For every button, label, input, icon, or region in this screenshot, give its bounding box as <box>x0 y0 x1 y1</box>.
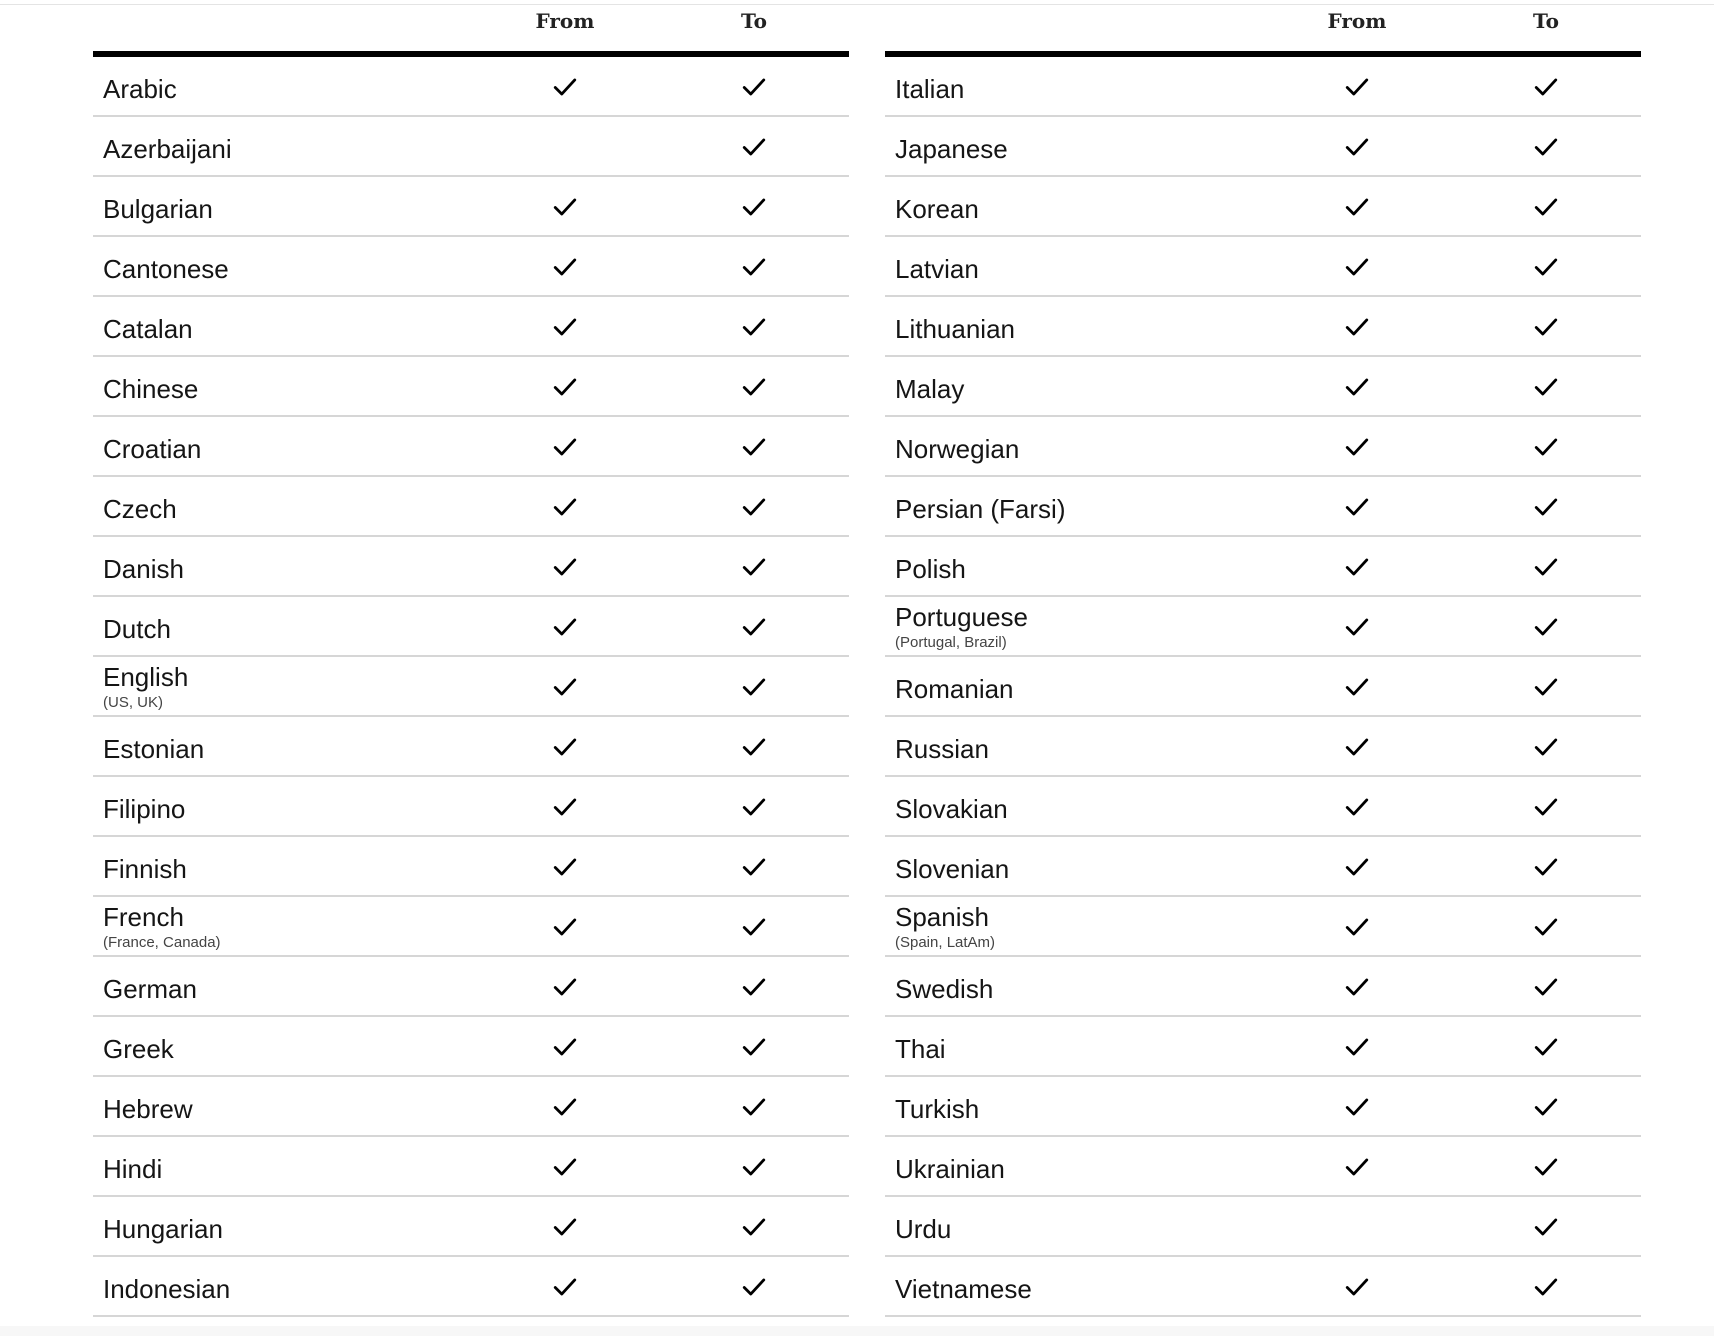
check-icon <box>1344 554 1370 580</box>
to-support-cell <box>1531 612 1561 642</box>
to-support-cell <box>739 972 769 1002</box>
language-name: Finnish <box>103 854 187 884</box>
from-support-cell <box>550 72 580 102</box>
language-name: Danish <box>103 554 184 584</box>
check-icon <box>1344 1094 1370 1120</box>
from-support-cell <box>550 672 580 702</box>
check-icon <box>1344 734 1370 760</box>
from-support-cell <box>1342 792 1372 822</box>
to-support-cell <box>1531 372 1561 402</box>
language-name: Dutch <box>103 614 171 644</box>
language-name: Czech <box>103 494 177 524</box>
check-icon <box>552 1274 578 1300</box>
check-icon <box>552 1094 578 1120</box>
check-icon <box>1344 794 1370 820</box>
table-row <box>885 417 1641 477</box>
to-support-cell <box>739 432 769 462</box>
from-support-cell <box>550 552 580 582</box>
from-support-cell <box>550 372 580 402</box>
language-name: Estonian <box>103 734 205 764</box>
table-row <box>93 1017 849 1077</box>
check-icon <box>741 254 767 280</box>
check-icon <box>552 374 578 400</box>
table-row <box>93 117 849 177</box>
check-icon <box>1533 314 1559 340</box>
bottom-edge <box>0 1326 1714 1336</box>
from-support-cell <box>1342 1152 1372 1182</box>
table-row <box>885 1197 1641 1257</box>
check-icon <box>1533 74 1559 100</box>
language-name: Croatian <box>103 434 202 464</box>
table-row <box>885 117 1641 177</box>
check-icon <box>1533 254 1559 280</box>
from-support-cell <box>1342 432 1372 462</box>
check-icon <box>552 74 578 100</box>
check-icon <box>1344 914 1370 940</box>
to-support-cell <box>1531 252 1561 282</box>
language-name: Greek <box>103 1034 174 1064</box>
to-support-cell <box>1531 1152 1561 1182</box>
from-support-cell <box>1342 492 1372 522</box>
language-name: Vietnamese <box>895 1274 1032 1304</box>
to-support-cell <box>1531 972 1561 1002</box>
from-support-cell <box>1342 132 1372 162</box>
language-table-left <box>93 0 849 1317</box>
from-support-cell <box>550 972 580 1002</box>
table-row <box>93 1137 849 1197</box>
from-support-cell <box>550 132 580 162</box>
check-icon <box>1344 614 1370 640</box>
check-icon <box>1533 494 1559 520</box>
to-support-cell <box>739 672 769 702</box>
language-name: Norwegian <box>895 434 1020 464</box>
table-row <box>93 357 849 417</box>
table-row <box>885 957 1641 1017</box>
from-support-cell <box>1342 1032 1372 1062</box>
table-row <box>93 297 849 357</box>
language-name: German <box>103 974 197 1004</box>
check-icon <box>1344 194 1370 220</box>
to-support-cell <box>1531 852 1561 882</box>
to-support-cell <box>1531 492 1561 522</box>
check-icon <box>741 854 767 880</box>
language-name: Malay <box>895 374 965 404</box>
language-name: Japanese <box>895 134 1008 164</box>
check-icon <box>1533 854 1559 880</box>
to-support-cell <box>739 1032 769 1062</box>
table-row <box>885 477 1641 537</box>
column-header-from: From <box>535 9 595 33</box>
language-name: Hungarian <box>103 1214 223 1244</box>
table-row <box>93 417 849 477</box>
from-support-cell <box>550 1212 580 1242</box>
check-icon <box>552 1214 578 1240</box>
to-support-cell <box>1531 192 1561 222</box>
language-name: Filipino <box>103 794 186 824</box>
to-support-cell <box>1531 72 1561 102</box>
check-icon <box>741 1274 767 1300</box>
to-support-cell <box>739 1092 769 1122</box>
language-name: Urdu <box>895 1214 952 1244</box>
table-row <box>885 1137 1641 1197</box>
check-icon <box>741 734 767 760</box>
check-icon <box>1344 134 1370 160</box>
check-icon <box>1533 614 1559 640</box>
to-support-cell <box>1531 552 1561 582</box>
from-support-cell <box>1342 372 1372 402</box>
check-icon <box>552 614 578 640</box>
language-name: Lithuanian <box>895 314 1015 344</box>
language-name: Latvian <box>895 254 979 284</box>
to-support-cell <box>739 192 769 222</box>
check-icon <box>1533 1094 1559 1120</box>
table-header <box>93 0 849 57</box>
check-icon <box>741 434 767 460</box>
table-row <box>885 297 1641 357</box>
table-row <box>885 777 1641 837</box>
table-row <box>93 1077 849 1137</box>
table-row <box>885 1017 1641 1077</box>
check-icon <box>552 1154 578 1180</box>
language-name: Chinese <box>103 374 199 404</box>
check-icon <box>552 674 578 700</box>
from-support-cell <box>550 612 580 642</box>
column-header-from: From <box>1327 9 1387 33</box>
table-header <box>885 0 1641 57</box>
language-name: Slovenian <box>895 854 1010 884</box>
check-icon <box>1344 434 1370 460</box>
from-support-cell <box>550 792 580 822</box>
check-icon <box>1533 1214 1559 1240</box>
language-variants: (US, UK) <box>103 694 163 711</box>
language-name: Thai <box>895 1034 946 1064</box>
language-name: Swedish <box>895 974 994 1004</box>
from-support-cell <box>1342 972 1372 1002</box>
check-icon <box>741 794 767 820</box>
from-support-cell <box>1342 612 1372 642</box>
from-support-cell <box>550 1032 580 1062</box>
check-icon <box>741 554 767 580</box>
to-support-cell <box>739 852 769 882</box>
check-icon <box>741 1034 767 1060</box>
language-name: Hebrew <box>103 1094 193 1124</box>
check-icon <box>741 194 767 220</box>
table-row <box>885 57 1641 117</box>
to-support-cell <box>739 1212 769 1242</box>
check-icon <box>1344 254 1370 280</box>
language-name: Bulgarian <box>103 194 213 224</box>
check-icon <box>741 314 767 340</box>
check-icon <box>1344 314 1370 340</box>
to-support-cell <box>1531 1272 1561 1302</box>
check-icon <box>1533 734 1559 760</box>
check-icon <box>741 134 767 160</box>
table-row <box>93 657 849 717</box>
check-icon <box>1344 1274 1370 1300</box>
table-row <box>885 237 1641 297</box>
from-support-cell <box>1342 732 1372 762</box>
to-support-cell <box>1531 1032 1561 1062</box>
to-support-cell <box>739 252 769 282</box>
language-name: Ukrainian <box>895 1154 1005 1184</box>
check-icon <box>1533 794 1559 820</box>
from-support-cell <box>1342 1272 1372 1302</box>
check-icon <box>552 314 578 340</box>
to-support-cell <box>739 1272 769 1302</box>
check-icon <box>1533 674 1559 700</box>
language-name: Korean <box>895 194 979 224</box>
from-support-cell <box>1342 912 1372 942</box>
check-icon <box>1533 194 1559 220</box>
check-icon <box>741 374 767 400</box>
to-support-cell <box>739 72 769 102</box>
table-row <box>93 237 849 297</box>
check-icon <box>741 74 767 100</box>
to-support-cell <box>1531 792 1561 822</box>
from-support-cell <box>1342 192 1372 222</box>
check-icon <box>1533 1274 1559 1300</box>
check-icon <box>552 554 578 580</box>
from-support-cell <box>1342 552 1372 582</box>
check-icon <box>741 614 767 640</box>
to-support-cell <box>739 792 769 822</box>
table-row <box>93 717 849 777</box>
language-name: French <box>103 902 184 932</box>
from-support-cell <box>1342 252 1372 282</box>
check-icon <box>1533 434 1559 460</box>
table-row <box>93 1197 849 1257</box>
check-icon <box>1533 1154 1559 1180</box>
language-table-right <box>885 0 1641 1317</box>
check-icon <box>1533 974 1559 1000</box>
language-name: Azerbaijani <box>103 134 232 164</box>
check-icon <box>1344 974 1370 1000</box>
table-row <box>885 717 1641 777</box>
language-name: Romanian <box>895 674 1014 704</box>
column-header-to: To <box>1533 9 1559 33</box>
from-support-cell <box>550 852 580 882</box>
table-row <box>885 357 1641 417</box>
check-icon <box>1344 374 1370 400</box>
check-icon <box>741 494 767 520</box>
from-support-cell <box>550 1152 580 1182</box>
to-support-cell <box>739 912 769 942</box>
check-icon <box>741 1154 767 1180</box>
check-icon <box>552 734 578 760</box>
table-row <box>93 837 849 897</box>
language-name: Spanish <box>895 902 989 932</box>
to-support-cell <box>739 732 769 762</box>
from-support-cell <box>550 312 580 342</box>
check-icon <box>741 1214 767 1240</box>
table-row <box>885 537 1641 597</box>
table-row <box>885 177 1641 237</box>
check-icon <box>552 434 578 460</box>
check-icon <box>741 974 767 1000</box>
to-support-cell <box>739 1152 769 1182</box>
check-icon <box>1533 914 1559 940</box>
check-icon <box>552 794 578 820</box>
language-name: Persian (Farsi) <box>895 494 1066 524</box>
language-name: Italian <box>895 74 965 104</box>
check-icon <box>1533 134 1559 160</box>
check-icon <box>552 494 578 520</box>
from-support-cell <box>550 252 580 282</box>
language-name: Slovakian <box>895 794 1008 824</box>
table-body <box>885 57 1641 1317</box>
from-support-cell <box>1342 312 1372 342</box>
language-variants: (Portugal, Brazil) <box>895 634 1007 651</box>
from-support-cell <box>1342 1092 1372 1122</box>
check-icon <box>552 854 578 880</box>
to-support-cell <box>739 552 769 582</box>
from-support-cell <box>550 912 580 942</box>
table-row <box>885 657 1641 717</box>
check-icon <box>1533 1034 1559 1060</box>
check-icon <box>1344 674 1370 700</box>
from-support-cell <box>550 432 580 462</box>
table-row <box>885 1077 1641 1137</box>
table-row <box>93 477 849 537</box>
from-support-cell <box>1342 1212 1372 1242</box>
check-icon <box>1344 1154 1370 1180</box>
check-icon <box>741 914 767 940</box>
table-body <box>93 57 849 1317</box>
column-header-to: To <box>741 9 767 33</box>
to-support-cell <box>739 372 769 402</box>
to-support-cell <box>1531 1212 1561 1242</box>
check-icon <box>552 194 578 220</box>
check-icon <box>552 974 578 1000</box>
check-icon <box>741 1094 767 1120</box>
language-name: Hindi <box>103 1154 163 1184</box>
table-row <box>93 957 849 1017</box>
check-icon <box>1344 494 1370 520</box>
language-name: Arabic <box>103 74 177 104</box>
from-support-cell <box>550 492 580 522</box>
from-support-cell <box>550 1272 580 1302</box>
from-support-cell <box>1342 72 1372 102</box>
to-support-cell <box>739 492 769 522</box>
check-icon <box>1344 1034 1370 1060</box>
to-support-cell <box>1531 732 1561 762</box>
check-icon <box>1533 374 1559 400</box>
check-icon <box>1344 854 1370 880</box>
language-name: Cantonese <box>103 254 229 284</box>
table-row <box>885 837 1641 897</box>
check-icon <box>552 914 578 940</box>
table-row <box>885 597 1641 657</box>
language-name: Russian <box>895 734 989 764</box>
table-row <box>93 897 849 957</box>
table-row <box>93 1257 849 1317</box>
to-support-cell <box>1531 912 1561 942</box>
to-support-cell <box>1531 672 1561 702</box>
from-support-cell <box>550 1092 580 1122</box>
from-support-cell <box>1342 672 1372 702</box>
language-name: Turkish <box>895 1094 980 1124</box>
from-support-cell <box>550 192 580 222</box>
table-row <box>93 177 849 237</box>
to-support-cell <box>739 612 769 642</box>
language-name: Catalan <box>103 314 193 344</box>
to-support-cell <box>1531 132 1561 162</box>
table-row <box>93 597 849 657</box>
language-variants: (France, Canada) <box>103 934 221 951</box>
to-support-cell <box>739 132 769 162</box>
to-support-cell <box>1531 432 1561 462</box>
to-support-cell <box>1531 1092 1561 1122</box>
check-icon <box>741 674 767 700</box>
table-row <box>93 777 849 837</box>
language-name: Polish <box>895 554 966 584</box>
table-row <box>93 57 849 117</box>
table-row <box>93 537 849 597</box>
language-variants: (Spain, LatAm) <box>895 934 996 951</box>
table-row <box>885 897 1641 957</box>
check-icon <box>1533 554 1559 580</box>
check-icon <box>552 254 578 280</box>
language-name: English <box>103 662 189 692</box>
language-name: Indonesian <box>103 1274 231 1304</box>
from-support-cell <box>550 732 580 762</box>
check-icon <box>552 1034 578 1060</box>
to-support-cell <box>739 312 769 342</box>
table-row <box>885 1257 1641 1317</box>
from-support-cell <box>1342 852 1372 882</box>
to-support-cell <box>1531 312 1561 342</box>
check-icon <box>1344 74 1370 100</box>
language-name: Portuguese <box>895 602 1028 632</box>
